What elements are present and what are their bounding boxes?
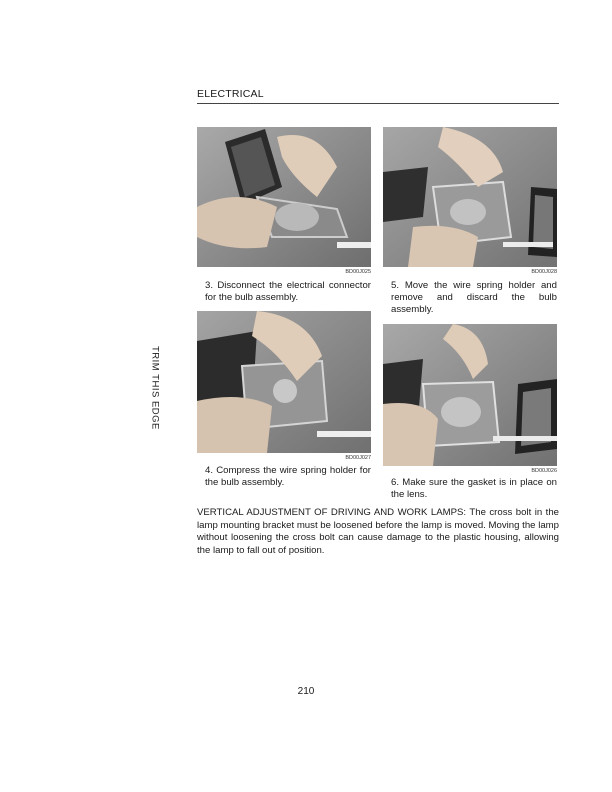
- figure-code-step-6: BD00J026: [531, 468, 557, 474]
- figure-code-step-3: BD00J025: [345, 269, 371, 275]
- trim-edge-text: TRIM THIS EDGE: [149, 346, 161, 430]
- caption-text: Move the wire spring holder and remove and discard the bulb assembly.: [391, 280, 557, 315]
- caption-text: Compress the wire spring holder for the bulb assembly.: [205, 465, 371, 488]
- photo-step-3: [197, 127, 371, 267]
- caption-step-4: [205, 465, 371, 489]
- header-rule: [197, 103, 559, 104]
- trim-edge-label: [148, 346, 162, 436]
- section-header: ELECTRICAL: [197, 88, 264, 100]
- caption-number: 5.: [391, 280, 400, 291]
- figure-code-step-4: BD00J027: [345, 455, 371, 461]
- photo-step-5: [383, 127, 557, 267]
- caption-text: Disconnect the electrical connector for the bulb assembly.: [205, 280, 372, 303]
- caption-step-3: [205, 280, 371, 304]
- caption-text: Make sure the gasket is in place on the lens.: [391, 477, 557, 500]
- photo-step-4: [197, 311, 371, 453]
- photo-step-6: [383, 324, 557, 466]
- page-number: 210: [297, 686, 315, 697]
- figure-code-step-5: BD00J028: [531, 269, 557, 275]
- caption-number: 3.: [205, 280, 214, 291]
- caption-number: 6.: [391, 477, 400, 488]
- caption-step-6: [391, 477, 557, 501]
- vertical-adjustment-paragraph: VERTICAL ADJUSTMENT OF DRIVING AND WORK LAMPS: The cross bolt in the lamp mounting bracket must be loosened before the lamp is moved. Moving the lamp without loosening the cross bolt can cause damage to the plastic housing, allowing the lamp to fall out of position.: [197, 507, 559, 556]
- caption-step-5: [391, 280, 557, 316]
- caption-number: 4.: [205, 465, 214, 476]
